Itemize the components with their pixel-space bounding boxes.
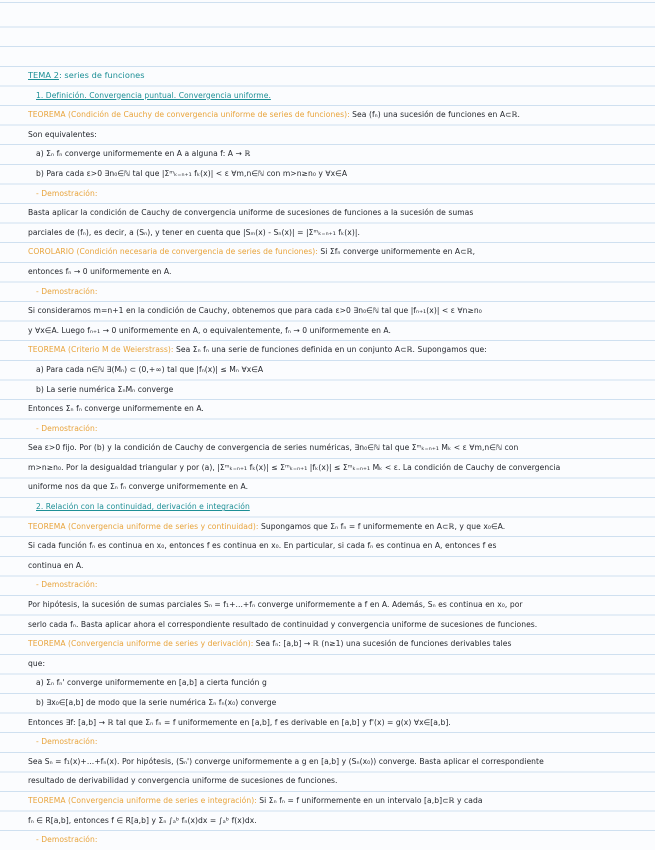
- text-line: resultado de derivabilidad y convergencia uniforme de sucesiones de funciones.: [28, 776, 338, 786]
- section-heading-2: 2. Relación con la continuidad, derivación e integración: [36, 502, 250, 512]
- text-line: Entonces ∃f: [a,b] → ℝ tal que Σₙ fₙ = f uniformemente en [a,b], f es derivable en [a,b] y f'(x) = g(x) ∀x∈[a,b].: [28, 717, 451, 727]
- text-line: que:: [28, 658, 46, 668]
- theorem-text: Sea (fₙ) una sucesión de funciones en A⊂ℝ.: [349, 110, 521, 120]
- title-text: : series de funciones: [58, 70, 145, 80]
- text-line: Basta aplicar la condición de Cauchy de convergencia uniforme de sucesiones de funciones a la sucesión de sumas: [28, 208, 474, 218]
- theorem-text: Sea fₙ: [a,b] → ℝ (n≥1) una sucesión de funciones derivables tales: [253, 639, 512, 649]
- theorem-derivation: [28, 634, 633, 654]
- theorem-heading: TEOREMA (Convergencia uniforme de series e integración):: [28, 795, 257, 805]
- corollary: [28, 242, 633, 262]
- theorem-weierstrass: [28, 340, 633, 360]
- text-line: y ∀x∈A. Luego fₙ₊₁ → 0 uniformemente en A, o equivalentemente, fₙ → 0 uniformemente en A.: [28, 325, 391, 335]
- proof-heading: - Demostración:: [36, 580, 98, 590]
- text-line: fₙ ∈ R[a,b], entonces f ∈ R[a,b] y Σₙ ∫ₐᵇ fₙ(x)dx = ∫ₐᵇ f(x)dx.: [28, 815, 257, 825]
- list-item: b) La serie numérica ΣₙMₙ converge: [36, 384, 174, 394]
- text-line: Sea Sₙ = f₁(x)+...+fₙ(x). Por hipótesis, (Sₙ') converge uniformemente a g en [a,b] y (Sₙ(x₀)) converge. Basta aplicar el correspondiente: [28, 756, 544, 766]
- corollary-text: Si Σfₙ converge uniformemente en A⊂ℝ,: [317, 247, 476, 257]
- text-line: entonces fₙ → 0 uniformemente en A.: [28, 266, 172, 276]
- theorem-heading: TEOREMA (Convergencia uniforme de series y derivación):: [28, 639, 254, 649]
- text-line: Sea ε>0 fijo. Por (b) y la condición de Cauchy de convergencia de series numéricas, ∃n₀∈ℕ tal que Σᵐₖ₌ₙ₊₁ Mₖ < ε ∀m,n∈ℕ con: [28, 443, 519, 453]
- theorem-cauchy: [28, 105, 633, 125]
- text-line: Son equivalentes:: [28, 129, 97, 139]
- page-title: [28, 66, 633, 86]
- text-line: serlo cada fₙ. Basta aplicar ahora el correspondiente resultado de continuidad y convergencia uniforme de sucesiones de funciones.: [28, 619, 538, 629]
- theorem-heading: TEOREMA (Convergencia uniforme de series y continuidad):: [28, 521, 259, 531]
- text-line: Si consideramos m=n+1 en la condición de Cauchy, obtenemos que para cada ε>0 ∃n₀∈ℕ tal que |fₙ₊₁(x)| < ε ∀n≥n₀: [28, 306, 482, 316]
- proof-heading: - Demostración:: [36, 835, 98, 845]
- proof-heading: - Demostración:: [36, 188, 98, 198]
- corollary-heading: COROLARIO (Condición necesaria de convergencia de series de funciones):: [28, 247, 318, 257]
- list-item: a) Para cada n∈ℕ ∃(Mₙ) ⊂ (0,+∞) tal que |fₙ(x)| ≤ Mₙ ∀x∈A: [36, 364, 264, 374]
- text-line: m>n≥n₀. Por la desigualdad triangular y por (a), |Σᵐₖ₌ₙ₊₁ fₖ(x)| ≤ Σᵐₖ₌ₙ₊₁ |fₖ(x)| ≤ Σᵐₖ₌ₙ₊₁ Mₖ < ε. La condición de Cauchy de convergencia: [28, 462, 561, 472]
- list-item: b) ∃x₀∈[a,b] de modo que la serie numérica Σₙ fₙ(x₀) converge: [36, 698, 277, 707]
- theorem-heading: TEOREMA (Criterio M de Weierstrass):: [28, 345, 174, 355]
- theorem-integration: [28, 791, 633, 811]
- text-line: uniforme nos da que Σₙ fₙ converge uniformemente en A.: [28, 482, 249, 492]
- proof-heading: - Demostración:: [36, 286, 98, 296]
- text-line: continua en A.: [28, 560, 84, 570]
- list-item: a) Σₙ fₙ converge uniformemente en A a alguna f: A → ℝ: [36, 149, 251, 159]
- text-line: Por hipótesis, la sucesión de sumas parciales Sₙ = f₁+...+fₙ converge uniformemente a f en A. Además, Sₙ es continua en x₀, por: [28, 600, 523, 610]
- theorem-text: Sea Σₙ fₙ una serie de funciones definida en un conjunto A⊂ℝ. Supongamos que:: [173, 345, 487, 355]
- list-item: a) Σₙ fₙ' converge uniformemente en [a,b] a cierta función g: [36, 678, 267, 688]
- title-label: TEMA 2: [28, 70, 59, 80]
- list-item: b) Para cada ε>0 ∃n₀∈ℕ tal que |Σᵐₖ₌ₙ₊₁ fₖ(x)| < ε ∀m,n∈ℕ con m>n≥n₀ y ∀x∈A: [36, 168, 348, 178]
- proof-heading: - Demostración:: [36, 423, 98, 433]
- text-line: Si cada función fₙ es continua en x₀, entonces f es continua en x₀. En particular, si cada fₙ es continua en A, entonces f es: [28, 541, 497, 551]
- proof-heading: - Demostración:: [36, 737, 98, 747]
- theorem-text: Supongamos que Σₙ fₙ = f uniformemente en A⊂ℝ, y que x₀∈A.: [258, 521, 506, 531]
- text-line: parciales de (fₙ), es decir, a (Sₙ), y tener en cuenta que |Sₘ(x) - Sₙ(x)| = |Σᵐₖ₌ₙ₊₁ fₖ(x)|.: [28, 227, 360, 237]
- theorem-heading: TEOREMA (Condición de Cauchy de convergencia uniforme de series de funciones):: [28, 110, 350, 120]
- theorem-text: Si Σₙ fₙ = f uniformemente en un intervalo [a,b]⊂ℝ y cada: [256, 795, 483, 805]
- theorem-continuity: [28, 517, 633, 537]
- notes-page: [28, 66, 633, 850]
- text-line: Entonces Σₙ fₙ converge uniformemente en A.: [28, 404, 204, 414]
- section-heading-1: 1. Definición. Convergencia puntual. Convergencia uniforme.: [36, 90, 271, 100]
